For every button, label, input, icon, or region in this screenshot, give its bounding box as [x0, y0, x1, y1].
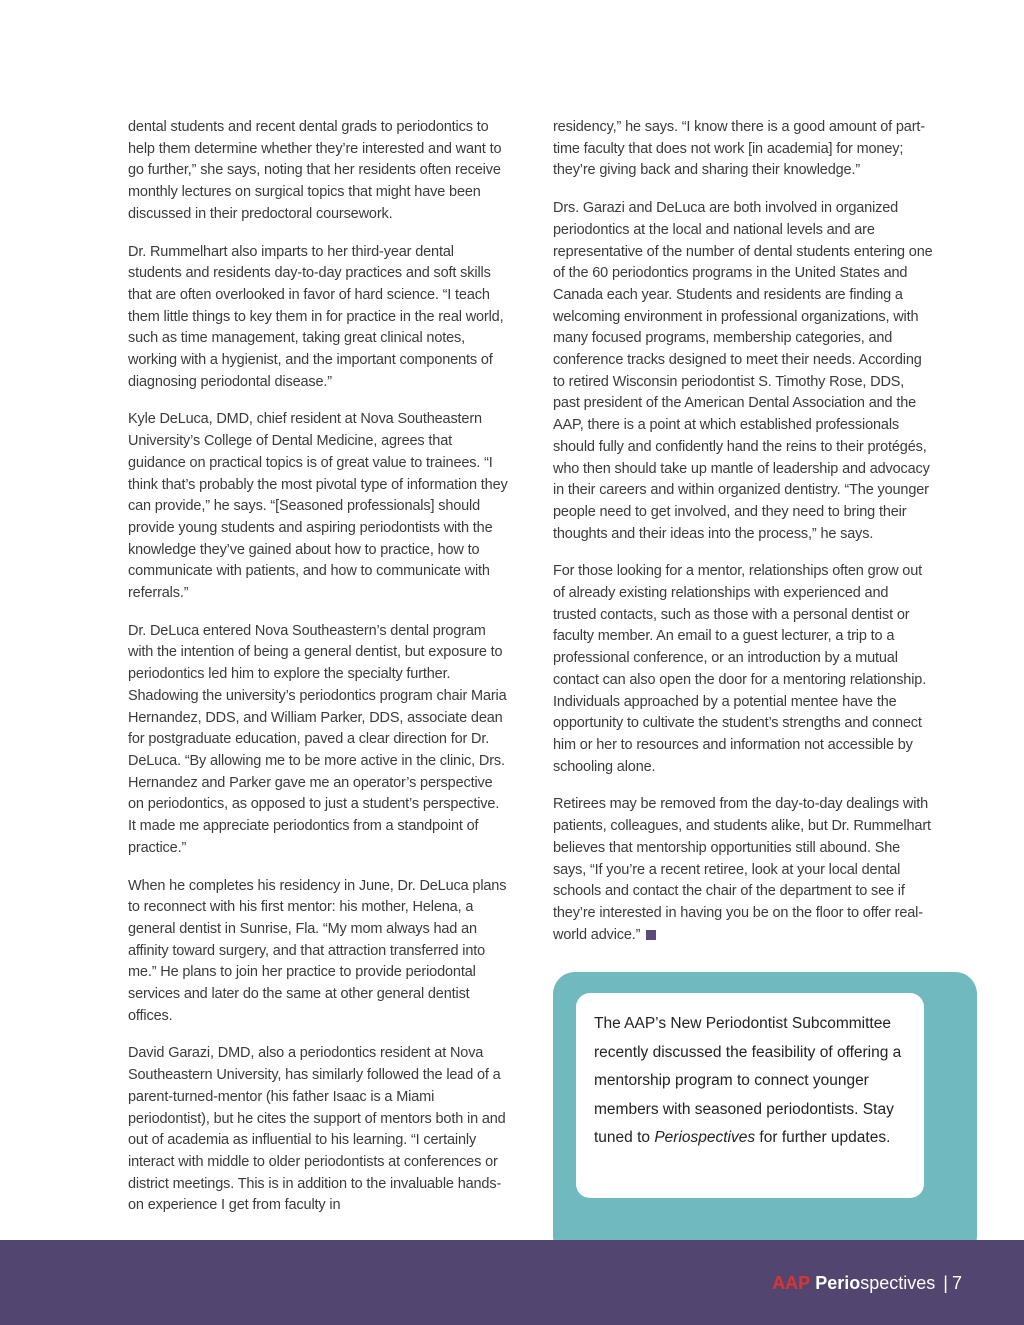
paragraph: dental students and recent dental grads to periodontics to help them determine whether they’re interested and want to go further,” she says, noting that her residents often receive monthly lectures on surgical topics that might have been discussed in their predoctoral coursework. — [128, 119, 502, 222]
end-of-article-mark — [646, 930, 656, 940]
callout-text-after: for further updates. — [755, 1129, 891, 1146]
paragraph: residency,” he says. “I know there is a good amount of part-time faculty that does not work [in academia] for money; they’re giving back and sharing their knowledge.” — [553, 119, 925, 179]
paragraph: David Garazi, DMD, also a periodontics resident at Nova Southeastern University, has similarly followed the lead of a parent-turned-mentor (his father Isaac is a Miami periodontist), but he cites the support of mentors both in and out of academia as influential to his learning. “I certainly interact with middle to older periodontists at conferences or district meetings. This is in addition to the invaluable hands-on experience I get from faculty in — [128, 1045, 506, 1214]
callout-publication-title: Periospectives — [654, 1129, 756, 1146]
page-number: 7 — [951, 1273, 962, 1293]
footer-masthead — [772, 1273, 962, 1294]
article-column-right — [553, 117, 933, 962]
paragraph: Dr. DeLuca entered Nova Southeastern’s dental program with the intention of being a general dentist, but exposure to periodontics led him to explore the specialty further. Shadowing the university’s periodontics program chair Maria Hernandez, DDS, and William Parker, DDS, associate dean for postgraduate education, paved a clear direction for Dr. DeLuca. “By allowing me to be more active in the clinic, Drs. Hernandez and Parker gave me an operator’s perspective on periodontics, as opposed to just a student’s perspective. It made me appreciate periodontics from a standpoint of practice.” — [128, 622, 507, 856]
paragraph-text: Retirees may be removed from the day-to-day dealings with patients, colleagues, and students alike, but Dr. Rummelhart believes that mentorship opportunities still abound. She says, “If you’re a recent retiree, look at your local dental schools and contact the chair of the department to see if they’re interested in having you be on the floor to offer real-world advice.” — [553, 796, 931, 943]
paragraph: Drs. Garazi and DeLuca are both involved in organized periodontics at the local and national levels and are representative of the number of dental students entering one of the 60 periodontics programs in the United States and Canada each year. Students and residents are finding a welcoming environment in professional organizations, with many focused programs, membership categories, and conference tracks designed to meet their needs. According to retired Wisconsin periodontist S. Timothy Rose, DDS, past president of the American Dental Association and the AAP, there is a point at which established professionals should fully and confidently hand the reins to their protégés, who then should take up mantle of leadership and advocacy in their careers and within organized dentistry. “The younger people need to get involved, and they need to bring their thoughts and their ideas into the process,” he says. — [553, 200, 933, 542]
brand-perio: Perio — [815, 1273, 861, 1293]
brand-spectives: spectives — [860, 1273, 936, 1293]
article-column-left — [128, 117, 510, 1233]
paragraph: Dr. Rummelhart also imparts to her third-year dental students and residents day-to-day practices and soft skills that are often overlooked in favor of hard science. “I teach them little things to key them in for practice in the real world, such as time management, taking great clinical notes, working with a hygienist, and the important components of diagnosing periodontal disease.” — [128, 243, 504, 390]
paragraph: When he completes his residency in June, Dr. DeLuca plans to reconnect with his first mentor: his mother, Helena, a general dentist in Sunrise, Fla. “My mom always had an affinity toward surgery, and that attraction transferred into me.” He plans to join her practice to provide periodontal services and later do the same at other general dentist offices. — [128, 877, 507, 1024]
page-separator: | — [943, 1273, 948, 1293]
paragraph-final — [553, 794, 933, 946]
paragraph: For those looking for a mentor, relationships often grow out of already existing relationships with experienced and trusted contacts, such as those with a personal dentist or faculty member. An email to a guest lecturer, a trip to a professional conference, or an introduction by a mutual contact can also open the door for a mentoring relationship. Individuals approached by a potential mentee have the opportunity to cultivate the student’s strengths and connect him or her to resources and information not accessible by schooling alone. — [553, 563, 927, 775]
paragraph: Kyle DeLuca, DMD, chief resident at Nova Southeastern University’s College of Dental Medicine, agrees that guidance on practical topics is of great value to trainees. “I think that’s probably the most pivotal type of information they can provide,” he says. “[Seasoned professionals] should provide young students and aspiring periodontists with the knowledge they’ve gained about how to practice, how to communicate with patients, and how to communicate with referrals.” — [128, 411, 508, 602]
callout-text — [594, 1010, 912, 1153]
callout-text-before: The AAP’s New Periodontist Subcommittee recently discussed the feasibility of offering a mentorship program to connect younger members with seasoned periodontists. Stay tuned to — [594, 1015, 902, 1146]
brand-aap: AAP — [772, 1273, 811, 1293]
